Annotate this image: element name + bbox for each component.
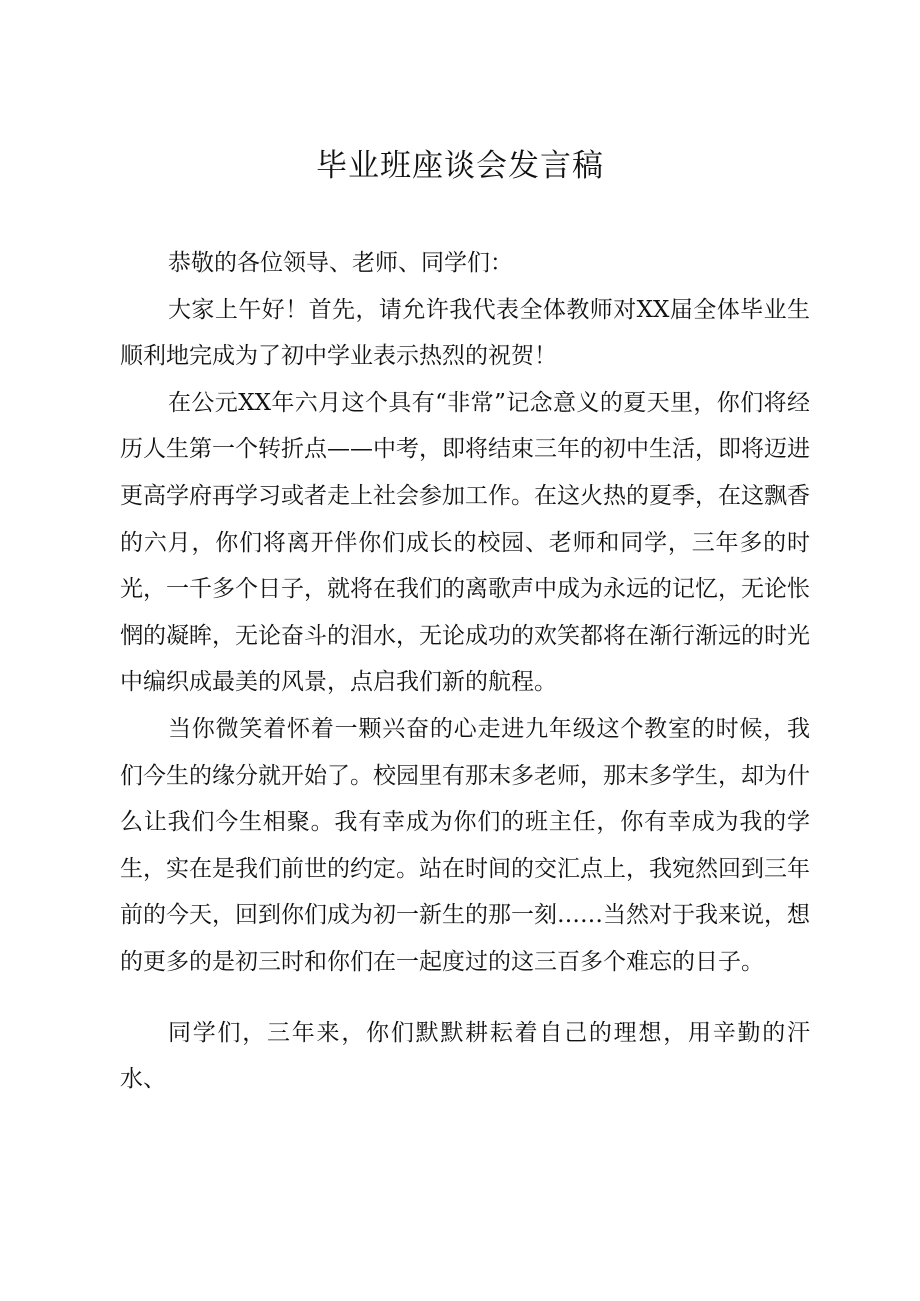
body-paragraph: 当你微笑着怀着一颗兴奋的心走进九年级这个教室的时候，我们今生的缘分就开始了。校园里有那末多老师，那末多学生，却为什么让我们今生相聚。我有幸成为你们的班主任，你有幸成为我的学生，实在是我们前世的约定。站在时间的交汇点上，我宛然回到三年前的今天，回到你们成为初一新生的那一刻……当然对于我来说，想的更多的是初三时和你们在一起度过的这三百多个难忘的日子。 xyxy=(120,715,810,975)
document-body xyxy=(120,240,810,1103)
salutation-paragraph: 恭敬的各位领导、老师、同学们： xyxy=(168,250,513,276)
greeting-paragraph: 大家上午好！首先，请允许我代表全体教师对XX届全体毕业生顺利地完成为了初中学业表示热烈的祝贺！ xyxy=(120,296,810,370)
document-title: 毕业班座谈会发言稿 xyxy=(316,148,604,184)
body-paragraph: 同学们，三年来，你们默默耕耘着自己的理想，用辛勤的汗水、 xyxy=(120,1019,810,1093)
body-paragraph: 在公元XX年六月这个具有“非常”记念意义的夏天里，你们将经历人生第一个转折点——中考，即将结束三年的初中生活，即将迈进更高学府再学习或者走上社会参加工作。在这火热的夏季，在这飘香的六月，你们将离开伴你们成长的校园、老师和同学，三年多的时光，一千多个日子，就将在我们的离歌声中成为永远的记忆，无论怅惘的凝眸，无论奋斗的泪水，无论成功的欢笑都将在渐行渐远的时光中编织成最美的风景，点启我们新的航程。 xyxy=(120,389,810,696)
